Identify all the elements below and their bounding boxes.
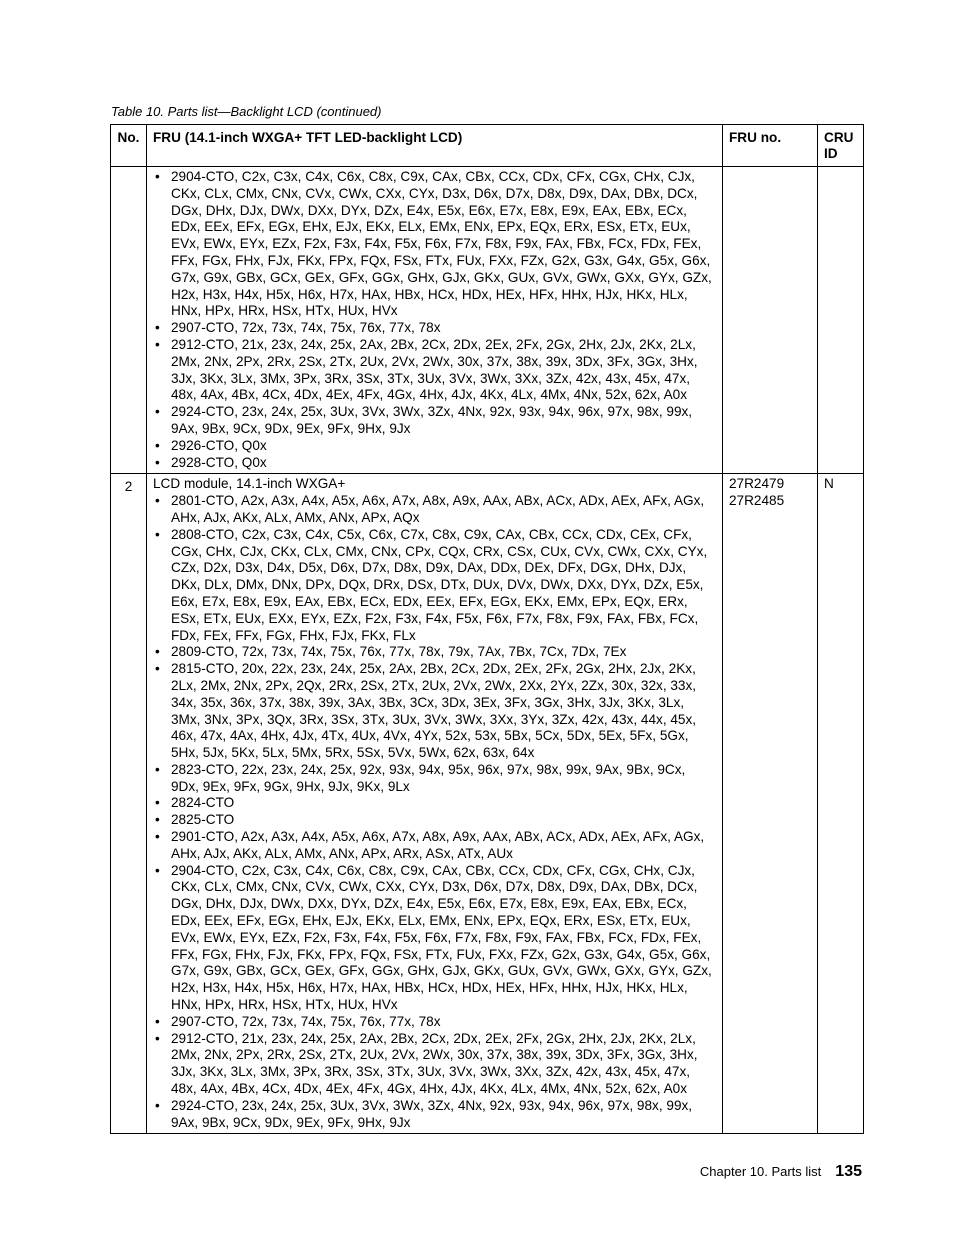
table-caption: Table 10. Parts list—Backlight LCD (continued): [111, 104, 382, 119]
header-fru: FRU (14.1-inch WXGA+ TFT LED-backlight LCD): [147, 125, 723, 167]
list-item: • 2904-CTO, C2x, C3x, C4x, C6x, C8x, C9x, CAx, CBx, CCx, CDx, CFx, CGx, CHx, CJx, CKx, CLx, CMx, CNx, CVx, CWx, CXx, CYx, D3x, D6x, D7x, D8x, D9x, DAx, DBx, DCx, DGx, DHx, DJx, DWx, DXx, DYx, DZx, E4x, E5x, E6x, E7x, E8x, E9x, EAx, EBx, ECx, EDx, EEx, EFx, EGx, EHx, EJx, EKx, ELx, EMx, ENx, EPx, EQx, ERx, ESx, ETx, EUx, EVx, EWx, EYx, EZx, F2x, F3x, F4x, F5x, F6x, F7x, F8x, F9x, FAx, FBx, FCx, FDx, FEx, FFx, FGx, FHx, FJx, FKx, FPx, FQx, FSx, FTx, FUx, FXx, FZx, G2x, G3x, G4x, G5x, G6x, G7x, G9x, GBx, GCx, GEx, GFx, GGx, GHx, GJx, GKx, GUx, GVx, GWx, GXx, GYx, GZx, H2x, H3x, H4x, H5x, H6x, H7x, HAx, HBx, HCx, HDx, HEx, HFx, HHx, HJx, HKx, HLx, HNx, HPx, HRx, HSx, HTx, HUx, HVx: [153, 863, 716, 1014]
list-item: • 2815-CTO, 20x, 22x, 23x, 24x, 25x, 2Ax, 2Bx, 2Cx, 2Dx, 2Ex, 2Fx, 2Gx, 2Hx, 2Jx, 2Kx, 2Lx, 2Mx, 2Nx, 2Px, 2Qx, 2Rx, 2Sx, 2Tx, 2Ux, 2Vx, 2Wx, 2Xx, 2Yx, 2Zx, 30x, 32x, 33x, 34x, 35x, 36x, 37x, 38x, 39x, 3Ax, 3Bx, 3Cx, 3Dx, 3Ex, 3Fx, 3Gx, 3Hx, 3Jx, 3Kx, 3Lx, 3Mx, 3Nx, 3Px, 3Qx, 3Rx, 3Sx, 3Tx, 3Ux, 3Vx, 3Wx, 3Xx, 3Yx, 3Zx, 42x, 43x, 44x, 45x, 46x, 47x, 4Ax, 4Hx, 4Jx, 4Tx, 4Ux, 4Vx, 4Yx, 52x, 53x, 5Bx, 5Cx, 5Dx, 5Ex, 5Fx, 5Gx, 5Hx, 5Jx, 5Kx, 5Lx, 5Mx, 5Rx, 5Sx, 5Vx, 5Wx, 62x, 63x, 64x: [153, 661, 716, 762]
cell-cru-id: [818, 167, 864, 474]
parts-table: [110, 124, 864, 1134]
cell-no: 2: [111, 474, 147, 1134]
list-item: • 2904-CTO, C2x, C3x, C4x, C6x, C8x, C9x, CAx, CBx, CCx, CDx, CFx, CGx, CHx, CJx, CKx, CLx, CMx, CNx, CVx, CWx, CXx, CYx, D3x, D6x, D7x, D8x, D9x, DAx, DBx, DCx, DGx, DHx, DJx, DWx, DXx, DYx, DZx, E4x, E5x, E6x, E7x, E8x, E9x, EAx, EBx, ECx, EDx, EEx, EFx, EGx, EHx, EJx, EKx, ELx, EMx, ENx, EPx, EQx, ERx, ESx, ETx, EUx, EVx, EWx, EYx, EZx, F2x, F3x, F4x, F5x, F6x, F7x, F8x, F9x, FAx, FBx, FCx, FDx, FEx, FFx, FGx, FHx, FJx, FKx, FPx, FQx, FSx, FTx, FUx, FXx, FZx, G2x, G3x, G4x, G5x, G6x, G7x, G9x, GBx, GCx, GEx, GFx, GGx, GHx, GJx, GKx, GUx, GVx, GWx, GXx, GYx, GZx, H2x, H3x, H4x, H5x, H6x, H7x, HAx, HBx, HCx, HDx, HEx, HFx, HHx, HJx, HKx, HLx, HNx, HPx, HRx, HSx, HTx, HUx, HVx: [153, 169, 716, 320]
cell-fru-no: [723, 474, 818, 1134]
model-list: [153, 169, 716, 471]
fru-number: 27R2485: [729, 493, 785, 509]
cell-cru-id: N: [818, 474, 864, 1134]
header-fru-no: FRU no.: [723, 125, 818, 167]
list-item: • 2901-CTO, A2x, A3x, A4x, A5x, A6x, A7x, A8x, A9x, AAx, ABx, ACx, ADx, AEx, AFx, AGx, AHx, AJx, AKx, ALx, AMx, ANx, APx, ARx, ASx, ATx, AUx: [153, 829, 716, 863]
cell-fru-no: [723, 167, 818, 474]
table-row: [111, 474, 864, 1134]
cell-no: [111, 167, 147, 474]
list-item: • 2924-CTO, 23x, 24x, 25x, 3Ux, 3Vx, 3Wx, 3Zx, 4Nx, 92x, 93x, 94x, 96x, 97x, 98x, 99x, 9Ax, 9Bx, 9Cx, 9Dx, 9Ex, 9Fx, 9Hx, 9Jx: [153, 404, 716, 438]
table-header-row: [111, 125, 864, 167]
list-item: • 2928-CTO, Q0x: [153, 455, 716, 472]
page-number: 135: [835, 1163, 862, 1180]
header-no: No.: [111, 125, 147, 167]
part-description: LCD module, 14.1-inch WXGA+: [153, 476, 346, 492]
list-item: • 2912-CTO, 21x, 23x, 24x, 25x, 2Ax, 2Bx, 2Cx, 2Dx, 2Ex, 2Fx, 2Gx, 2Hx, 2Jx, 2Kx, 2Lx, 2Mx, 2Nx, 2Px, 2Rx, 2Sx, 2Tx, 2Ux, 2Vx, 2Wx, 30x, 37x, 38x, 39x, 3Dx, 3Fx, 3Gx, 3Hx, 3Jx, 3Kx, 3Lx, 3Mx, 3Px, 3Rx, 3Sx, 3Tx, 3Ux, 3Vx, 3Wx, 3Xx, 3Zx, 42x, 43x, 45x, 47x, 48x, 4Ax, 4Bx, 4Cx, 4Dx, 4Ex, 4Fx, 4Gx, 4Hx, 4Jx, 4Kx, 4Lx, 4Mx, 4Nx, 52x, 62x, A0x: [153, 1031, 716, 1098]
footer-chapter: Chapter 10. Parts list: [699, 1164, 822, 1179]
cell-fru: [147, 474, 723, 1134]
model-list: [153, 493, 716, 1131]
list-item: • 2824-CTO: [153, 795, 716, 812]
list-item: • 2926-CTO, Q0x: [153, 438, 716, 455]
list-item: • 2801-CTO, A2x, A3x, A4x, A5x, A6x, A7x, A8x, A9x, AAx, ABx, ACx, ADx, AEx, AFx, AGx, AHx, AJx, AKx, ALx, AMx, ANx, APx, AQx: [153, 493, 716, 527]
list-item: • 2825-CTO: [153, 812, 716, 829]
fru-number: 27R2479: [729, 476, 785, 492]
header-cru-id: CRU ID: [818, 125, 864, 167]
list-item: • 2907-CTO, 72x, 73x, 74x, 75x, 76x, 77x, 78x: [153, 1014, 716, 1031]
list-item: • 2808-CTO, C2x, C3x, C4x, C5x, C6x, C7x, C8x, C9x, CAx, CBx, CCx, CDx, CEx, CFx, CGx, CHx, CJx, CKx, CLx, CMx, CNx, CPx, CQx, CRx, CSx, CUx, CVx, CWx, CXx, CYx, CZx, D2x, D3x, D4x, D5x, D6x, D7x, D8x, D9x, DAx, DDx, DEx, DFx, DGx, DHx, DJx, DKx, DLx, DMx, DNx, DPx, DQx, DRx, DSx, DTx, DUx, DVx, DWx, DXx, DYx, DZx, E5x, E6x, E7x, E8x, E9x, EAx, EBx, ECx, EDx, EEx, EFx, EGx, EKx, EMx, EPx, EQx, ERx, ESx, ETx, EUx, EXx, EYx, EZx, F2x, F3x, F4x, F5x, F6x, F7x, F8x, F9x, FAx, FBx, FCx, FDx, FEx, FFx, FGx, FHx, FJx, FKx, FLx: [153, 527, 716, 645]
page-footer: [700, 1163, 862, 1181]
list-item: • 2823-CTO, 22x, 23x, 24x, 25x, 92x, 93x, 94x, 95x, 96x, 97x, 98x, 99x, 9Ax, 9Bx, 9Cx, 9Dx, 9Ex, 9Fx, 9Gx, 9Hx, 9Jx, 9Kx, 9Lx: [153, 762, 716, 796]
list-item: • 2809-CTO, 72x, 73x, 74x, 75x, 76x, 77x, 78x, 79x, 7Ax, 7Bx, 7Cx, 7Dx, 7Ex: [153, 644, 716, 661]
list-item: • 2912-CTO, 21x, 23x, 24x, 25x, 2Ax, 2Bx, 2Cx, 2Dx, 2Ex, 2Fx, 2Gx, 2Hx, 2Jx, 2Kx, 2Lx, 2Mx, 2Nx, 2Px, 2Rx, 2Sx, 2Tx, 2Ux, 2Vx, 2Wx, 30x, 37x, 38x, 39x, 3Dx, 3Fx, 3Gx, 3Hx, 3Jx, 3Kx, 3Lx, 3Mx, 3Px, 3Rx, 3Sx, 3Tx, 3Ux, 3Vx, 3Wx, 3Xx, 3Zx, 42x, 43x, 45x, 47x, 48x, 4Ax, 4Bx, 4Cx, 4Dx, 4Ex, 4Fx, 4Gx, 4Hx, 4Jx, 4Kx, 4Lx, 4Mx, 4Nx, 52x, 62x, A0x: [153, 337, 716, 404]
list-item: • 2924-CTO, 23x, 24x, 25x, 3Ux, 3Vx, 3Wx, 3Zx, 4Nx, 92x, 93x, 94x, 96x, 97x, 98x, 99x, 9Ax, 9Bx, 9Cx, 9Dx, 9Ex, 9Fx, 9Hx, 9Jx: [153, 1098, 716, 1132]
table-row: [111, 167, 864, 474]
cell-fru: [147, 167, 723, 474]
list-item: • 2907-CTO, 72x, 73x, 74x, 75x, 76x, 77x, 78x: [153, 320, 716, 337]
